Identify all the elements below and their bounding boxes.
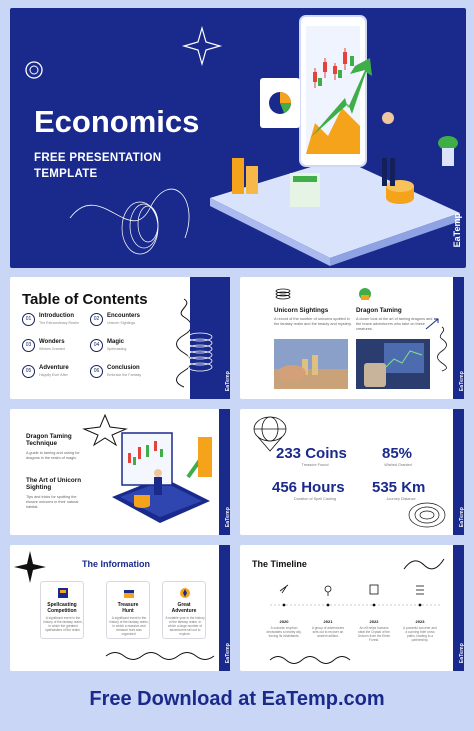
stat-value: 85% [382, 445, 413, 462]
squiggle-decoration [436, 325, 448, 371]
tilde-decoration [400, 549, 450, 577]
slide-side-strip [219, 545, 230, 671]
timeline-year: 2020 [279, 619, 289, 624]
stat-label: Wished Granted [384, 463, 412, 467]
toc-item-number: 02 [90, 313, 103, 326]
treasure-chest-icon [122, 586, 136, 600]
sightings-left-title: Unicorn Sightings [274, 307, 329, 314]
timeline-slide[interactable] [240, 545, 464, 671]
timeline-year: 2021 [323, 619, 333, 624]
wave-decoration [106, 649, 216, 663]
info-card-title [41, 602, 83, 614]
toc-item-number: 06 [90, 365, 103, 378]
dragon-title-2 [26, 477, 81, 491]
info-card-title-line1: Spellcasting [47, 602, 77, 608]
dragon-title-2-line1: The Art of Unicorn [26, 477, 82, 484]
dragon-title-1-line2: Technique [26, 440, 58, 447]
stat-value: 456 Hours [272, 479, 345, 496]
timeline-title: The Timeline [252, 559, 307, 569]
toc-item-number: 03 [22, 339, 35, 352]
information-slide[interactable] [10, 545, 230, 671]
dragon-title-2-line2: Sighting [26, 484, 52, 491]
toc-item-name: Introduction [39, 313, 74, 319]
hero-title: Economics [34, 104, 200, 139]
toc-item-desc: Wishes Granted [39, 347, 65, 351]
dragon-title-1 [26, 433, 72, 447]
dragon-desc-2: Tips and tricks for spotting the elusive unicorns in their natural habitat. [26, 495, 79, 509]
stat-value: 233 Coins [276, 445, 347, 462]
info-card-desc: A significant event in the history of the fantasy realm, in which a massive and treasure hunt was organized. [109, 616, 149, 636]
dragon-desc-1: A guide to taming and caring for dragons in the realm of magic. [26, 451, 80, 460]
toc-item-desc: Embrace the Fantasy [107, 373, 142, 377]
wave-decoration [270, 653, 350, 667]
stat-label: Journey Distance [386, 497, 416, 501]
info-card-title-line2: Hunt [122, 608, 134, 614]
slide-side-strip [453, 545, 464, 671]
info-card[interactable] [106, 581, 150, 639]
hero-subtitle [34, 150, 184, 182]
timeline-desc: A volcanic eruption devastates a nearby city, forcing its inhabitants. [266, 626, 302, 638]
sightings-right-desc: A closer look at the art of taming dragons and the brave adventurers who take on these creatures. [356, 317, 433, 331]
coins-photo [274, 339, 348, 389]
stats-slide[interactable] [240, 409, 464, 535]
footer-download-link[interactable]: Free Download at EaTemp.com [89, 688, 385, 710]
coil-icon [274, 287, 292, 301]
stat-label: Treasure Found [301, 463, 329, 467]
sightings-slide[interactable] [240, 277, 464, 399]
coil-decoration [190, 277, 230, 399]
info-card-desc: A notable year in the history of the fantasy realm, in which a large number of adventurers set out to explore. [165, 616, 205, 636]
timeline-track [270, 581, 440, 619]
trading-photo [356, 339, 430, 389]
slide-side-strip [453, 409, 464, 535]
timeline-desc: A powerful sorcerer and a cunning thief cross paths, leading to a partnership. [403, 626, 437, 642]
info-card-title [107, 602, 149, 614]
book-icon [56, 586, 70, 600]
hero-brand: EaTemp [452, 213, 462, 248]
info-card-title [163, 602, 205, 614]
timeline-year: 2023 [415, 619, 425, 624]
stat-value: 535 Km [372, 479, 426, 496]
hero-subtitle-line1: FREE PRESENTATION [34, 152, 162, 164]
laptop-illustration [102, 427, 214, 529]
toc-item-name: Magic [107, 339, 125, 345]
info-card-title-line1: Great [177, 602, 191, 608]
sparkle-star-icon [12, 549, 48, 585]
slide-brand: EaTemp [459, 506, 465, 527]
stat-label: Duration of Spell Casting [294, 497, 336, 501]
toc-item-desc: Happily Ever After [39, 373, 68, 377]
toc-item-desc: Unicorn Sightings [107, 321, 136, 325]
slide-side-strip [219, 409, 230, 535]
arrow-decoration [424, 317, 440, 331]
compass-icon [178, 586, 192, 600]
info-card-title-line1: Treasure [117, 602, 139, 608]
sightings-left-desc: A record of the number of unicorns spotted in the fantasy realm and the beauty and mystery. [274, 317, 352, 326]
information-title: The Information [82, 559, 150, 569]
toc-item-desc: Spellcasting [107, 347, 127, 351]
slide-side-strip [453, 277, 464, 399]
info-card[interactable] [162, 581, 206, 639]
dragon-icon [356, 287, 374, 301]
dragon-title-1-line1: Dragon Taming [26, 433, 72, 440]
toc-item-number: 05 [22, 365, 35, 378]
info-card-title-line2: Adventure [171, 608, 197, 614]
slide-brand: EaTemp [225, 370, 231, 391]
dragon-slide[interactable] [10, 409, 230, 535]
toc-item-name: Conclusion [107, 365, 140, 371]
slide-brand: EaTemp [225, 642, 231, 663]
toc-item-name: Wonders [39, 339, 65, 345]
slide-brand: EaTemp [225, 506, 231, 527]
toc-side-panel [190, 277, 230, 399]
toc-item-number: 04 [90, 339, 103, 352]
timeline-year: 2022 [369, 619, 379, 624]
info-card[interactable] [40, 581, 84, 639]
slide-brand: EaTemp [459, 370, 465, 391]
torus-wire-decoration [406, 499, 448, 531]
toc-item-name: Adventure [39, 365, 69, 371]
info-card-title-line2: Competition [47, 608, 77, 614]
toc-title: Table of Contents [22, 291, 148, 308]
sightings-right-title: Dragon Taming [356, 307, 402, 314]
timeline-desc: A group of adventurers sets out to recover an ancient artifact. [311, 626, 345, 638]
timeline-desc: An elf helps humans steal the Crystal of the Unicorn from the Elven Forest. [357, 626, 391, 642]
info-card-desc: A significant event in the history of the fantasy realm, in which the greatest spellcasters of the realm. [43, 616, 83, 632]
toc-item-desc: The Extraordinary Realm [39, 321, 79, 325]
toc-slide[interactable] [10, 277, 230, 399]
hero-subtitle-line2: TEMPLATE [34, 168, 98, 180]
toc-item-name: Encounters [107, 313, 141, 319]
hero-slide[interactable] [10, 8, 466, 268]
toc-item-number: 01 [22, 313, 35, 326]
slide-brand: EaTemp [459, 642, 465, 663]
